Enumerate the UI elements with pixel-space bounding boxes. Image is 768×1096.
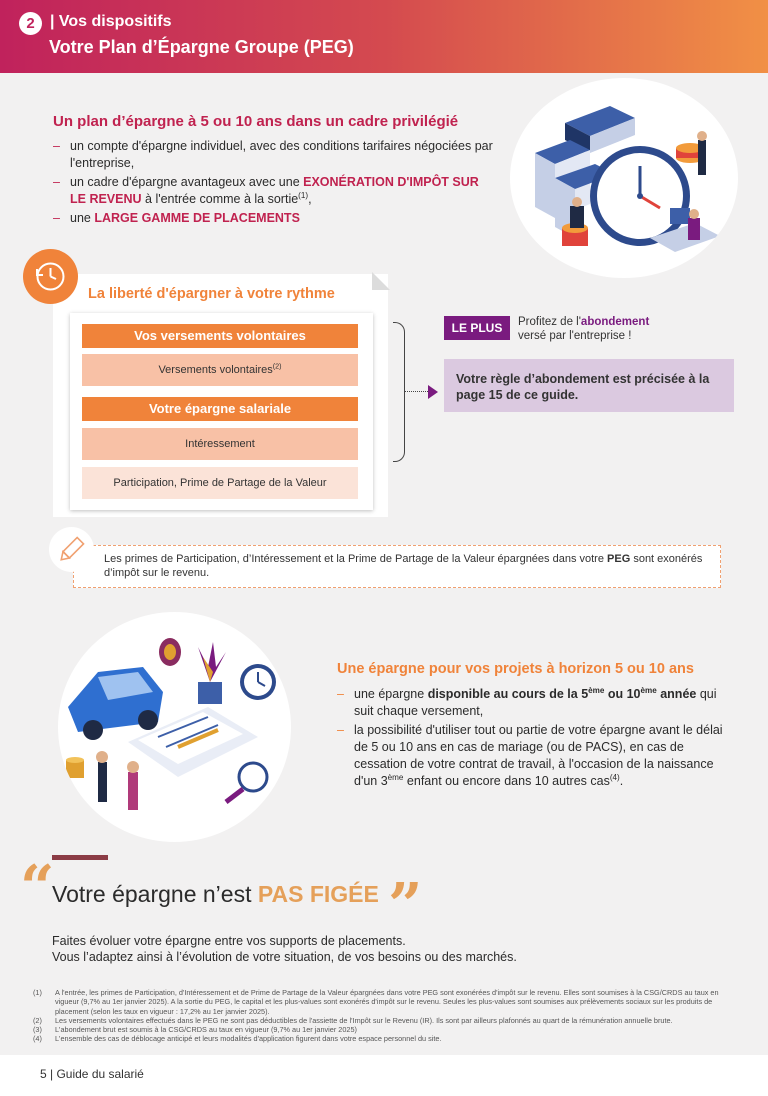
quote-title-part: Votre épargne n’est [52,881,258,907]
superscript: ème [387,772,404,782]
bullet-text: , [308,192,312,206]
quote-line: Vous l’adaptez ainsi à l’évolution de votre situation, de vos besoins ou des marchés. [52,950,517,964]
note-text-part: Les primes de Participation, d’Intéressement et la Prime de Partage de la Valeur épargnées dans votre [104,553,608,565]
footnote-ref: (1) [298,190,309,200]
voluntary-payments-row [82,354,358,386]
money-clock-icon [510,78,738,278]
quote-accent-bar [52,855,108,860]
footnote-number: (2) [33,1015,42,1025]
bullet-emphasis: LARGE GAMME DE PLACEMENTS [94,211,300,225]
quote-subtitle [52,933,517,965]
bullet-text: qui suit chaque versement, [354,687,717,718]
footnote [33,1016,738,1025]
clock-rotate-icon [23,249,78,304]
bullet-emphasis: ou 10 [604,687,641,701]
page-footer: 5 | Guide du salarié [40,1067,144,1081]
quote-title [52,881,379,908]
bullet-text: une épargne [354,687,428,701]
pencil-badge [49,527,94,572]
footnote [33,1034,738,1043]
bullet-text: enfant ou encore dans 10 autres cas [403,774,610,788]
footnote-number: (1) [33,988,42,997]
list-item [53,174,498,208]
page-title: Votre Plan d’Épargne Groupe (PEG) [49,37,354,57]
bullet-text: une [70,211,95,225]
clock-badge [23,249,78,304]
freedom-title: La liberté d'épargner à votre rythme [88,286,335,302]
interessement-row: Intéressement [82,428,358,460]
note-text [104,552,704,580]
brace-connector [393,322,405,462]
car-documents-icon [58,612,291,842]
section2-heading: Une épargne pour vos projets à horizon 5 ou 10 ans [337,661,694,677]
money-clock-illustration [510,78,738,278]
footnote-ref: (2) [272,362,282,371]
participation-row: Participation, Prime de Partage de la Valeur [82,467,358,499]
row-label: Versements volontaires [158,364,273,376]
footnote-text: A l'entrée, les primes de Participation, d'Intéressement et de Prime de Partage de la Valeur épargnées dans votre PEG sont exonérées d'impôt sur le revenu. Elles sont soumises à la CSG/CRDS au taux en vigueur (9,7% au 1er janvier 2025). A la sortie du PEG, le capital et les plus-values sont exonérés d'impôt sur le revenu. Seules les plus-values sont soumises aux prélèvements sociaux sur les produits de placement (selon les taux en vigueur : 17,2% au 1er janvier 2025). [55,988,719,1016]
quote-title-emphasis: PAS FIGÉE [257,881,379,907]
car-documents-illustration [58,612,291,842]
section-label: | Vos dispositifs [50,13,172,30]
dotted-connector [405,391,428,392]
bullet-emphasis: année [656,687,697,701]
bullet-text: un cadre d'épargne avantageux avec une [70,175,304,189]
section2-bullets [337,686,737,792]
footnote-ref: (4) [609,772,620,782]
plus-text-part: versé par l'entreprise ! [518,330,632,342]
bullet-text: la possibilité d'utiliser tout ou partie de votre épargne avant le délai de 5 ou 10 ans en cas de mariage (ou de PACS), en cas de cessation de votre contrat de travail, à l'occasion de la naissance d'un 3 [354,723,723,788]
footnotes [33,988,738,1044]
quote-close-icon: ” [388,871,423,941]
employee-savings-header: Votre épargne salariale [82,397,358,421]
list-item [53,210,498,227]
section1-heading: Un plan d’épargne à 5 ou 10 ans dans un cadre privilégié [53,113,459,130]
quote-line: Faites évoluer votre épargne entre vos supports de placements. [52,934,406,948]
superscript: ème [640,685,657,695]
quote-open-icon: “ [20,853,55,923]
list-item [337,686,737,720]
page-header [0,0,768,73]
plus-text-part: Profitez de l' [518,316,581,328]
bullet-emphasis: EXONÉRATION D'IMPÔT SUR LE REVENU [70,175,479,206]
footnote [33,988,738,1016]
section-number-badge: 2 [19,12,42,35]
footnote-text: L'ensemble des cas de déblocage anticipé et leurs modalités d'application figurent dans votre espace personnel du site. [55,1034,442,1044]
footnote [33,1025,738,1034]
section1-bullets [53,138,498,229]
le-plus-badge: LE PLUS [444,316,510,340]
bullet-text: un compte d'épargne individuel, avec des conditions tarifaires négociées par l'entreprise, [70,139,493,170]
bullet-emphasis: disponible au cours de la 5 [427,687,589,701]
bullet-text: . [619,774,624,788]
bullet-text: à l'entrée comme à la sortie [141,192,299,206]
le-plus-text [518,315,649,343]
list-item [53,138,498,172]
list-item [337,722,737,790]
superscript: ème [588,685,605,695]
voluntary-payments-header: Vos versements volontaires [82,324,358,348]
footnote-text: L'abondement brut est soumis à la CSG/CRDS au taux en vigueur (9,7% au 1er janvier 2025) [55,1025,357,1035]
pencil-icon [49,527,94,572]
footnote-number: (4) [33,1034,42,1044]
note-text-part: sont exonérés d’impôt sur le revenu. [104,553,703,579]
note-emphasis: PEG [607,553,631,565]
plus-text-emphasis: abondement [580,316,650,328]
arrow-right-icon [428,385,438,399]
abondement-rule-box: Votre règle d’abondement est précisée à la page 15 de ce guide. [444,359,734,412]
footnote-text: Les versements volontaires effectués dans le PEG ne sont pas déductibles de l'assiette de l'Impôt sur le Revenu (IR). Ils sont par ailleurs plafonnés au quart de la rémunération annuelle brute. [55,1015,673,1025]
footnote-number: (3) [33,1025,42,1035]
